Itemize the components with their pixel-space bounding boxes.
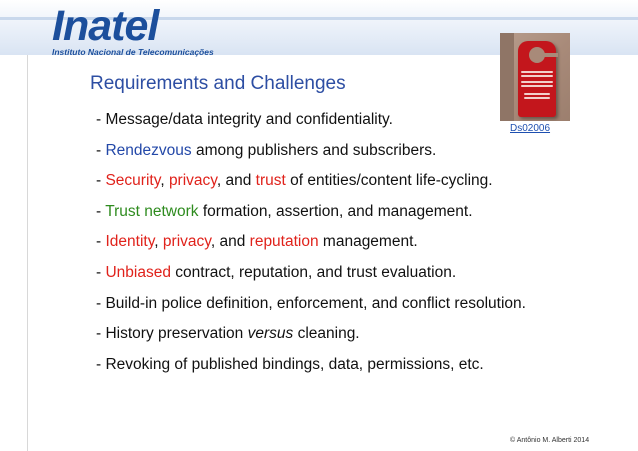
list-item-text: , and [210,233,250,251]
list-item-text: - Build-in police definition, enforcement, and conflict resolution. [96,294,526,312]
list-item-text: - [96,202,106,220]
photo-credit-link[interactable]: Ds02006 [510,123,551,134]
list-item-text: , [160,172,169,190]
slide-title: Requirements and Challenges [90,73,346,94]
list-item-text: - Message/data integrity and confidentiality. [96,111,393,128]
list-item [96,171,606,202]
logo-wordmark: Inatel [52,2,159,50]
list-item-text: privacy [168,172,217,190]
list-item-text: reputation [249,233,319,251]
list-item [96,263,606,294]
list-item [96,141,606,172]
left-divider [27,55,28,451]
list-item-text: privacy [162,233,211,251]
sign-text-line [524,93,550,95]
requirements-list [96,110,606,385]
list-item-text: Rendezvous [105,141,192,159]
door-edge [500,33,514,121]
inatel-logo [52,3,252,61]
sign-text-line [521,75,553,77]
list-item-text: management. [318,233,418,251]
list-item [96,294,606,325]
list-item [96,355,606,386]
list-item [96,324,606,355]
list-item-text: trust [255,172,286,190]
logo-subtitle: Instituto Nacional de Telecomunicações [52,47,214,57]
list-item-text: - [96,233,106,251]
list-item-text: Unbiased [105,263,171,281]
list-item-text: - History preservation [96,325,248,343]
list-item-text: formation, assertion, and management. [198,202,473,220]
copyright-notice: © Antônio M. Alberti 2014 [510,437,590,444]
hanger-hole [529,47,545,63]
list-item-text: of entities/content life-cycling. [285,172,493,190]
list-item [96,232,606,263]
list-item [96,202,606,233]
sign-text-line [521,71,553,73]
list-item-text: Identity [105,233,155,251]
sign-text-line [521,85,553,87]
list-item-text: , [154,233,163,251]
list-item-text: versus [247,325,294,343]
list-item-text: cleaning. [293,325,360,343]
list-item-text: Trust network [105,202,199,220]
sign-text-line [521,81,553,83]
list-item-text: among publishers and subscribers. [191,141,437,159]
list-item-text: - [96,172,106,190]
list-item-text: - [96,141,106,159]
list-item-text: contract, reputation, and trust evaluation. [170,263,457,281]
sign-text-line [524,97,550,99]
door-hanger-sign [518,41,556,117]
door-hanger-photo [500,33,570,121]
hanger-slot [544,53,558,57]
list-item-text: - Revoking of published bindings, data, permissions, etc. [96,355,484,373]
list-item-text: - [96,263,106,281]
list-item-text: Security [105,172,161,190]
list-item-text: , and [216,172,256,190]
